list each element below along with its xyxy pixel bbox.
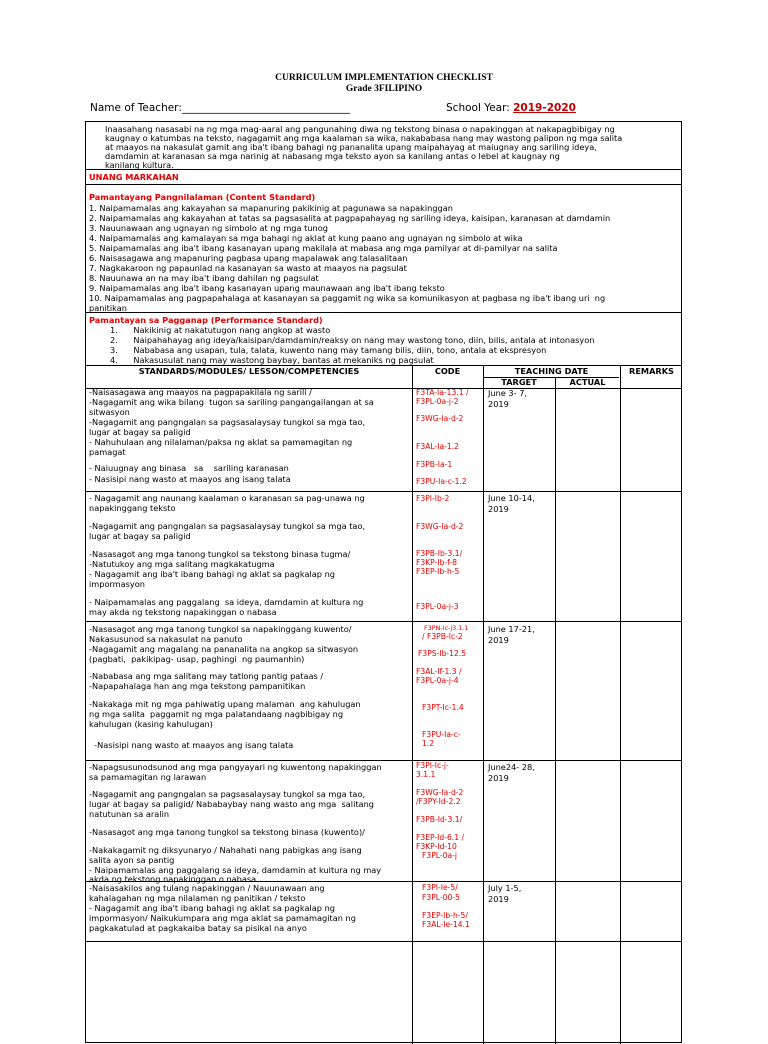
document-title: CURRICULUM IMPLEMENTATION CHECKLIST (275, 73, 493, 83)
competency-code: F3PI-Ic-j- (416, 761, 449, 770)
competency-line: sitwasyon (89, 407, 130, 417)
competency-code: F3EP-Ib-h-5 (416, 567, 460, 576)
target-date: June 3- 7, 2019 (488, 388, 528, 409)
competency-code: F3PS-Ib-12.5 (418, 649, 467, 658)
competency-line: - Nasisipi nang wasto at maayos ang isang talata (89, 474, 291, 484)
competency-code: F3WG-Ia-d-2 (416, 522, 464, 531)
competency-code: /F3PY-Id-2.2 (416, 797, 461, 806)
header-teaching-date: TEACHING DATE (514, 366, 589, 376)
competency-code: F3AL-If-1.3 / (416, 667, 462, 676)
competency-line: (pagbati, pakikipag- usap, paghingi ng paumanhin) (89, 654, 305, 664)
school-year-label: School Year: (446, 102, 514, 114)
target-date: June 17-21, 2019 (488, 624, 535, 645)
content-standard-item: 6. Naisasagawa ang mapanuring pagbasa upang mapalawak ang talasalitaan (89, 253, 408, 263)
competency-code: F3PB-Id-3.1/ (416, 815, 463, 824)
competency-code: F3EP-Ib-h-5/ (422, 911, 468, 920)
competency-line: ng mga salita paggamit ng mga palatandaang nagbibigay ng (89, 709, 344, 719)
document-subtitle: Grade 3FILIPINO (345, 84, 423, 94)
header-remarks: REMARKS (629, 366, 674, 376)
competency-line: impormasyon/ Naikukumpara ang mga aklat sa pamamagitan ng (89, 913, 356, 923)
competency-line: - Naipamamalas ang paggalang sa ideya, damdamin at kultura ng (89, 597, 364, 607)
performance-standard-item: 4. Nakasusulat nang may wastong baybay, bantas at mekaniks ng pagsulat (110, 355, 434, 365)
competency-line: -Nagagamit ang pangngalan sa pagsasalaysay tungkol sa mga tao, (89, 417, 366, 427)
competency-code: F3PI-Ib-2 (416, 494, 450, 503)
competency-line: -Nagagamit ang pangngalan sa pagsasalaysay tungkol sa mga tao, (89, 521, 366, 531)
target-date: June 10-14, 2019 (488, 493, 535, 514)
competency-code: F3EP-Id-6.1 / (416, 833, 464, 842)
content-standard-item: 4. Naipamamalas ang kamalayan sa mga bahagi ng aklat at kung paano ang ugnayan ng simbolo at wika (89, 233, 523, 243)
competency-code: F3PU-Ia-c- (422, 730, 461, 739)
intro-line: Inaasahang nasasabi na ng mga mag-aaral ang pangunahing diwa ng tekstong binasa o napakinggan at nakapagbibigay ng (105, 124, 615, 134)
competency-line: pamagat (89, 447, 126, 457)
header-code: CODE (434, 366, 461, 376)
competency-line: -Nagagamit ang magalang na pananalita na angkop sa sitwasyon (89, 644, 359, 654)
target-date: July 1-5, 2019 (488, 883, 522, 904)
competency-code: F3TA-Ia-13.1 / (416, 388, 469, 397)
intro-line: kanilang kultura. (105, 160, 174, 170)
competency-code: F3PU-Ia-c-1.2 (416, 477, 467, 486)
competency-line: -Nagagamit ang pangngalan sa pagsasalaysay tungkol sa mga tao, (89, 789, 366, 799)
school-year-field (446, 102, 576, 114)
content-standard-item: 8. Nauunawa an na may iba't ibang dahilan ng pagsulat (89, 273, 319, 283)
content-standard-item: 1. Naipamamalas ang kakayahan sa mapanuring pakikinig at pagunawa sa napakinggan (89, 203, 453, 213)
content-standard-item: 5. Naipamamalas ang iba't ibang kasanayan upang makilala at mabasa ang mga pamilyar at di-pamilyar na salita (89, 243, 558, 253)
competency-line: -Nasasagot ang mga tanong tungkol sa napakinggang kuwento/ (89, 624, 352, 634)
header-actual: ACTUAL (569, 377, 606, 387)
competency-code: F3PT-Ic-1.4 (422, 703, 464, 712)
competency-code: F3AL-Ie-14.1 (422, 920, 470, 929)
competency-line: - Naipamamalas ang paggalang sa ideya, damdamin at kultura ng may (89, 865, 382, 875)
content-standard-item: 7. Nagkakaroon ng papaunlad na kasanayan sa wasto at maayos na pagsulat (89, 263, 407, 273)
competency-line: lugar at bagay sa paligid (89, 531, 191, 541)
competency-line: -Nasisipi nang wasto at maayos ang isang talata (89, 740, 294, 750)
content-standard-item: 3. Nauunawaan ang ugnayan ng simbolo at ng mga tunog (89, 223, 328, 233)
competency-code: F3KP-Id-10 (416, 842, 457, 851)
performance-standard-item: 1. Nakikinig at nakatutugon nang angkop at wasto (110, 325, 331, 335)
checklist-sheet (85, 121, 682, 1043)
competency-line: - Nagagamit ang iba't ibang bahagi ng aklat sa pagkalap ng (89, 569, 335, 579)
competency-line: -Napapahalaga han ang mga tekstong pampanitikan (89, 681, 306, 691)
quarter-heading: UNANG MARKAHAN (89, 172, 179, 182)
target-date: June24- 28, 2019 (488, 762, 535, 783)
teacher-name-field: Name of Teacher:________________________________ (90, 102, 350, 114)
competency-code: F3PB-Ib-3.1/ (416, 549, 463, 558)
competency-line: -Nasasagot ang mga tanong tungkol sa tekstong binasa (kuwento)/ (89, 827, 365, 837)
competency-code: F3WG-Ia-d-2 (416, 414, 464, 423)
competency-code: F3PL-0a-j (422, 851, 457, 860)
competency-code: F3PB-Ia-1 (416, 460, 453, 469)
competency-code: F3KP-Ib-f-8 (416, 558, 457, 567)
content-standard-item: 2. Naipamamalas ang kakayahan at tatas sa pagsasalita at pagpapahayag ng sariling ideya, kaisipan, karanasan at damdamin (89, 213, 611, 223)
content-standard-item: 9. Naipamamalas ang iba't ibang kasanayan upang maunawaan ang iba't ibang teksto (89, 283, 445, 293)
competency-code: 1.2 (422, 739, 435, 748)
content-standard-item: 10. Naipamamalas ang pagpapahalaga at kasanayan sa paggamit ng wika sa komunikasyon at pagbasa ng iba't ibang uri ng (89, 293, 606, 303)
competency-line: pagkakatulad at pagkakaiba batay sa pisikal na anyo (89, 923, 307, 933)
intro-line: kaugnay o katumbas na teksto, nagagamit ang mga kaalaman sa wika, nakababasa nang may wastong palipon ng mga salita (105, 133, 623, 143)
header-target: TARGET (501, 377, 537, 387)
intro-line: at maayos na nakasulat gamit ang iba't ibang bahagi ng pananalita upang maipahayag at maiugnay ang sariling ideya, (105, 142, 597, 152)
competency-code: F3PL-0a-j-4 (416, 676, 459, 685)
competency-line: - Nagagamit ang iba't ibang bahagi ng aklat sa pagkalap ng (89, 903, 335, 913)
intro-line: damdamin at karanasan sa mga narinig at nabasang mga teksto ayon sa kanilang antas o lebel at kaugnay ng (105, 151, 560, 161)
competency-line: -Nagagamit ang wika bilang tugon sa sariling pangangailangan at sa (89, 397, 374, 407)
competency-line: lugar at bagay sa paligid (89, 427, 191, 437)
competency-line: Nakasusunod sa nakasulat na panuto (89, 634, 243, 644)
competency-code: F3WG-Ia-d-2 (416, 788, 464, 797)
competency-code: F3AL-Ia-1.2 (416, 442, 459, 451)
competency-line: - Nahuhulaan ang nilalaman/paksa ng aklat sa pamamagitan ng (89, 437, 353, 447)
performance-standard-item: 2. Naipahahayag ang ideya/kaisipan/damdamin/reaksy on nang may wastong tono, diin, bilis, antala at intonasyon (110, 335, 595, 345)
competency-line: impormasyon (89, 579, 145, 589)
competency-line: -Naisasakilos ang tulang napakinggan / Nauunawaan ang (89, 883, 325, 893)
performance-standard-item: 3. Nababasa ang usapan, tula, talata, kuwento nang may tamang bilis, diin, tono, antala at ekspresyon (110, 345, 547, 355)
competency-line: -Nakakaga mit ng mga pahiwatig upang malaman ang kahulugan (89, 699, 361, 709)
competency-line: napakinggang teksto (89, 503, 176, 513)
competency-line: -Natutukoy ang mga salitang magkakatugma (89, 559, 275, 569)
performance-standard-heading: Pamantayan sa Pagganap (Performance Standard) (89, 315, 323, 325)
content-standard-heading: Pamantayang Pangnilalaman (Content Standard) (89, 192, 316, 202)
competency-line: lugar at bagay sa paligid/ Nababaybay nang wasto ang mga salitang (89, 799, 374, 809)
competency-line: -Napagsusunodsunod ang mga pangyayari ng kuwentong napakinggan (89, 762, 382, 772)
competency-code: F3PN-Ic-j3.1.1 (424, 624, 469, 632)
competency-line: akda ng tekstong napakinggan o nabasa (89, 874, 257, 884)
competency-line: - Naiuugnay ang binasa sa sariling karanasan (89, 463, 289, 473)
competency-code: 3.1.1 (416, 770, 436, 779)
competency-line: sa pamamagitan ng larawan (89, 772, 207, 782)
competency-line: -Nababasa ang mga salitang may tatlong pantig pataas / (89, 671, 324, 681)
competency-line: salita ayon sa pantig (89, 855, 175, 865)
competency-code: F3PI-Ie-5/ (422, 883, 458, 892)
competency-line: - Nagagamit ang naunang kaalaman o karanasan sa pag-unawa ng (89, 493, 365, 503)
competency-code: F3PL-0a-j-2 (416, 397, 459, 406)
content-standard-item: panitikan (89, 303, 127, 313)
competency-line: kahalagahan ng mga nilalaman ng panitikan / teksto (89, 893, 306, 903)
competency-line: -Nakakagamit ng diksyunaryo / Nahahati nang pabigkas ang isang (89, 845, 362, 855)
competency-line: -Nasasagot ang mga tanong tungkol sa tekstong binasa tugma/ (89, 549, 351, 559)
header-standards: STANDARDS/MODULES/ LESSON/COMPETENCIES (138, 366, 360, 376)
competency-line: kahulugan (kasing kahulugan) (89, 719, 213, 729)
competency-code: / F3PB-Ic-2 (422, 632, 463, 641)
competency-line: may akda ng tekstong napakinggan o nabasa (89, 607, 277, 617)
competency-line: natutunan sa aralin (89, 809, 170, 819)
competency-code: F3PL-00-5 (422, 893, 460, 902)
competency-code: F3PL-0a-j-3 (416, 602, 459, 611)
school-year-value: 2019-2020 (513, 102, 576, 114)
competency-line: -Naisasagawa ang maayos na pagpapakilala ng sarili / (89, 387, 312, 397)
